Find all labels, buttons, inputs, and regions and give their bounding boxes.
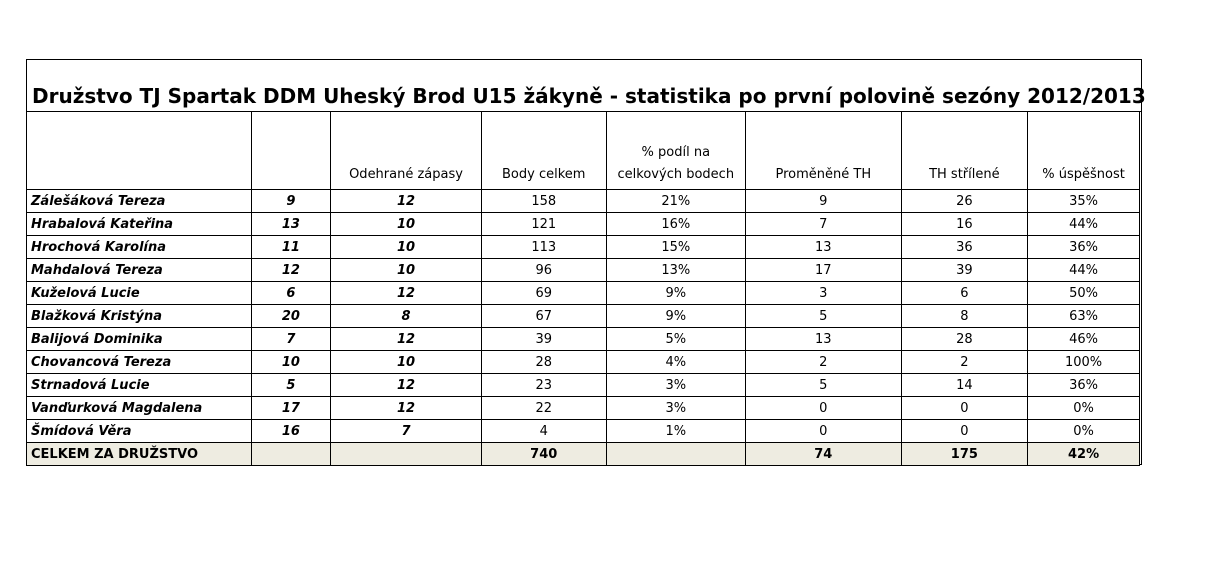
total-player-name-cell: CELKEM ZA DRUŽSTVO (27, 443, 252, 466)
header-number (251, 112, 331, 190)
header-row (27, 112, 1140, 190)
penalties-taken-cell: 0 (901, 397, 1028, 420)
games-played-cell: 12 (331, 397, 482, 420)
player-name-cell: Blažková Kristýna (27, 305, 252, 328)
header-total-points: Body celkem (481, 112, 606, 190)
penalties-scored-cell: 13 (746, 328, 902, 351)
player-name-cell: Šmídová Věra (27, 420, 252, 443)
player-number-cell: 9 (251, 190, 331, 213)
points-share-cell: 3% (606, 397, 745, 420)
total-player-number-cell (251, 443, 331, 466)
points-share-cell: 9% (606, 305, 745, 328)
player-number-cell: 7 (251, 328, 331, 351)
total-points-cell: 4 (481, 420, 606, 443)
total-success-rate-cell: 42% (1028, 443, 1140, 466)
player-name-cell: Vanďurková Magdalena (27, 397, 252, 420)
penalties-scored-cell: 9 (746, 190, 902, 213)
total-points-cell: 23 (481, 374, 606, 397)
penalties-scored-cell: 13 (746, 236, 902, 259)
player-number-cell: 12 (251, 259, 331, 282)
table-row (27, 397, 1140, 420)
total-points-cell: 158 (481, 190, 606, 213)
table-row (27, 328, 1140, 351)
header-success-rate: % úspěšnost (1028, 112, 1140, 190)
total-points-cell: 22 (481, 397, 606, 420)
penalties-taken-cell: 26 (901, 190, 1028, 213)
penalties-taken-cell: 8 (901, 305, 1028, 328)
games-played-cell: 12 (331, 374, 482, 397)
games-played-cell: 10 (331, 259, 482, 282)
success-rate-cell: 36% (1028, 374, 1140, 397)
player-name-cell: Strnadová Lucie (27, 374, 252, 397)
player-name-cell: Chovancová Tereza (27, 351, 252, 374)
table-row (27, 236, 1140, 259)
table-row (27, 420, 1140, 443)
header-games-played: Odehrané zápasy (331, 112, 482, 190)
total-row (27, 443, 1140, 466)
total-penalties-taken-cell: 175 (901, 443, 1028, 466)
games-played-cell: 8 (331, 305, 482, 328)
total-points-cell: 96 (481, 259, 606, 282)
penalties-scored-cell: 3 (746, 282, 902, 305)
player-name-cell: Kuželová Lucie (27, 282, 252, 305)
success-rate-cell: 44% (1028, 213, 1140, 236)
success-rate-cell: 36% (1028, 236, 1140, 259)
total-penalties-scored-cell: 74 (746, 443, 902, 466)
penalties-scored-cell: 0 (746, 420, 902, 443)
success-rate-cell: 0% (1028, 420, 1140, 443)
player-number-cell: 10 (251, 351, 331, 374)
player-number-cell: 13 (251, 213, 331, 236)
penalties-scored-cell: 5 (746, 305, 902, 328)
penalties-taken-cell: 36 (901, 236, 1028, 259)
table-row (27, 351, 1140, 374)
games-played-cell: 10 (331, 351, 482, 374)
player-number-cell: 16 (251, 420, 331, 443)
player-name-cell: Hrabalová Kateřina (27, 213, 252, 236)
success-rate-cell: 0% (1028, 397, 1140, 420)
total-points-cell: 69 (481, 282, 606, 305)
total-points-cell: 28 (481, 351, 606, 374)
total-points-cell: 121 (481, 213, 606, 236)
player-name-cell: Zálešáková Tereza (27, 190, 252, 213)
penalties-taken-cell: 0 (901, 420, 1028, 443)
points-share-cell: 15% (606, 236, 745, 259)
table-row (27, 374, 1140, 397)
penalties-scored-cell: 17 (746, 259, 902, 282)
penalties-taken-cell: 2 (901, 351, 1028, 374)
total-points-cell: 67 (481, 305, 606, 328)
success-rate-cell: 63% (1028, 305, 1140, 328)
player-number-cell: 6 (251, 282, 331, 305)
points-share-cell: 9% (606, 282, 745, 305)
penalties-taken-cell: 16 (901, 213, 1028, 236)
games-played-cell: 10 (331, 213, 482, 236)
header-name (27, 112, 252, 190)
player-name-cell: Mahdalová Tereza (27, 259, 252, 282)
statistics-sheet (26, 59, 1146, 465)
points-share-cell: 13% (606, 259, 745, 282)
success-rate-cell: 35% (1028, 190, 1140, 213)
player-number-cell: 20 (251, 305, 331, 328)
penalties-scored-cell: 0 (746, 397, 902, 420)
games-played-cell: 12 (331, 328, 482, 351)
table-row (27, 190, 1140, 213)
games-played-cell: 7 (331, 420, 482, 443)
total-points-cell: 39 (481, 328, 606, 351)
table-row (27, 305, 1140, 328)
points-share-cell: 3% (606, 374, 745, 397)
header-penalties-scored: Proměněné TH (746, 112, 902, 190)
sheet-title: Družstvo TJ Spartak DDM Uheský Brod U15 žákyně - statistika po první polovině sezóny 2012/2013 (27, 60, 1141, 112)
points-share-cell: 21% (606, 190, 745, 213)
table-row (27, 213, 1140, 236)
points-share-cell: 1% (606, 420, 745, 443)
player-name-cell: Hrochová Karolína (27, 236, 252, 259)
success-rate-cell: 50% (1028, 282, 1140, 305)
table-row (27, 282, 1140, 305)
penalties-taken-cell: 6 (901, 282, 1028, 305)
success-rate-cell: 46% (1028, 328, 1140, 351)
total-points-cell: 113 (481, 236, 606, 259)
games-played-cell: 10 (331, 236, 482, 259)
player-number-cell: 5 (251, 374, 331, 397)
total-total-points-cell: 740 (481, 443, 606, 466)
table-row (27, 259, 1140, 282)
header-points-share: % podíl na celkových bodech (606, 112, 745, 190)
success-rate-cell: 44% (1028, 259, 1140, 282)
header-penalties-taken: TH střílené (901, 112, 1028, 190)
player-name-cell: Balijová Dominika (27, 328, 252, 351)
total-points-share-cell (606, 443, 745, 466)
points-share-cell: 16% (606, 213, 745, 236)
player-number-cell: 17 (251, 397, 331, 420)
games-played-cell: 12 (331, 190, 482, 213)
statistics-table (26, 111, 1140, 466)
penalties-taken-cell: 28 (901, 328, 1028, 351)
penalties-scored-cell: 2 (746, 351, 902, 374)
penalties-taken-cell: 14 (901, 374, 1028, 397)
success-rate-cell: 100% (1028, 351, 1140, 374)
points-share-cell: 5% (606, 328, 745, 351)
points-share-cell: 4% (606, 351, 745, 374)
total-games-played-cell (331, 443, 482, 466)
player-number-cell: 11 (251, 236, 331, 259)
penalties-scored-cell: 5 (746, 374, 902, 397)
games-played-cell: 12 (331, 282, 482, 305)
penalties-taken-cell: 39 (901, 259, 1028, 282)
penalties-scored-cell: 7 (746, 213, 902, 236)
